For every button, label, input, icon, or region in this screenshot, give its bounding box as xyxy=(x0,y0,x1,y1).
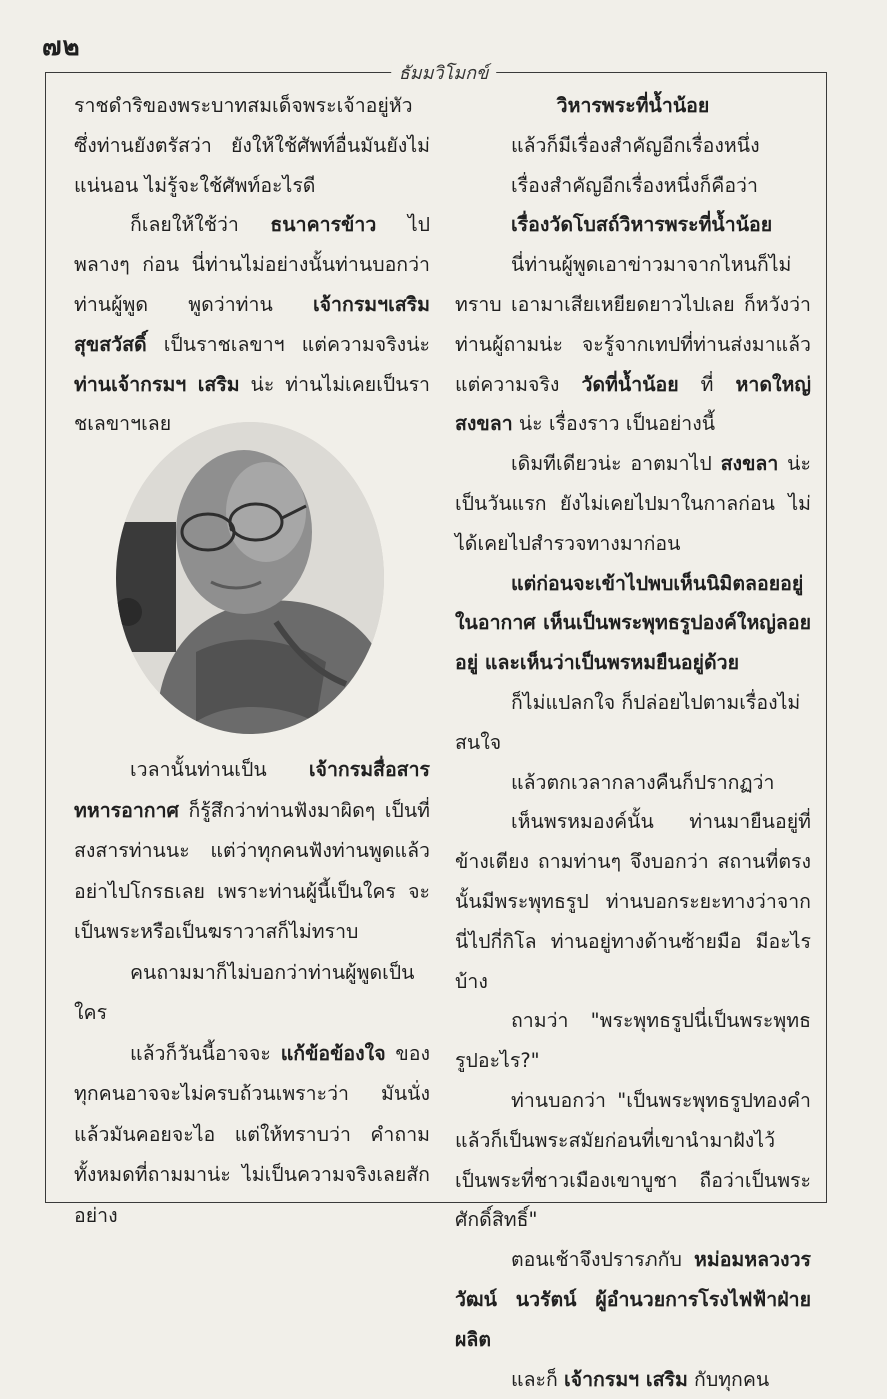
paragraph: คนถามมาก็ไม่บอกว่าท่านผู้พูดเป็นใคร xyxy=(74,953,430,1034)
right-column xyxy=(455,86,811,1399)
paragraph xyxy=(455,564,811,683)
bold-text: ท่านเจ้ากรมฯ เสริม xyxy=(74,373,240,396)
paragraph xyxy=(455,1360,811,1399)
bold-text: หม่อมหลวงวรวัฒน์ นวรัตน์ ผู้อำนวยการโรงไฟฟ้าฝ่ายผลิต xyxy=(455,1248,811,1351)
text-run: ไปพลางๆ ก่อน นี่ท่านไม่อย่างนั้นท่านบอกว่า ท่านผู้พูด พูดว่าท่าน xyxy=(74,213,430,316)
paragraph: ถามว่า "พระพุทธรูปนี่เป็นพระพุทธรูปอะไร?" xyxy=(455,1001,811,1081)
paragraph xyxy=(74,1034,430,1237)
left-column-top xyxy=(74,86,430,444)
bold-text: แก้ข้อข้องใจ xyxy=(281,1042,386,1065)
text-run: น่ะ เป็นวันแรก ยังไม่เคยไปมาในกาลก่อน ไม่ได้เคยไปสำรวจทางมาก่อน xyxy=(455,452,811,555)
text-run: น่ะ ท่านไม่เคยเป็นราชเลขาฯเลย xyxy=(74,373,430,436)
text-run: ของทุกคนอาจจะไม่ครบถ้วนเพราะว่า มันนั่งแล้วมันคอยจะไอ แต่ให้ทราบว่า คำถามทั้งหมดที่ถามมาน่ะ ไม่เป็นความจริงเลยสักอย่าง xyxy=(74,1042,430,1227)
bold-text: หาดใหญ่ สงขลา xyxy=(455,373,811,436)
paragraph xyxy=(74,750,430,953)
paragraph xyxy=(74,205,430,444)
text-run: กับทุกคน xyxy=(688,1368,769,1391)
text-run: นี่ท่านผู้พูดเอาข่าวมาจากไหนก็ไม่ทราบ เอามาเสียเหยียดยาวไปเลย ก็หวังว่าท่านผู้ถามน่ะ จะรู้จากเทปที่ท่านส่งมาแล้ว แต่ความจริง xyxy=(455,253,811,395)
left-column-bottom xyxy=(74,750,430,1236)
paragraph: ท่านบอกว่า "เป็นพระพุทธรูปทองคำ แล้วก็เป็นพระสมัยก่อนที่เขานำมาฝังไว้ เป็นพระที่ชาวเมืองเขาบูชา ถือว่าเป็นพระศักดิ์สิทธิ์" xyxy=(455,1081,811,1240)
text-run: แล้วก็วันนี้อาจจะ xyxy=(130,1042,281,1065)
bold-text: แต่ก่อนจะเข้าไปพบเห็นนิมิตลอยอยู่ในอากาศ เห็นเป็นพระพุทธรูปองค์ใหญ่ลอยอยู่ และเห็นว่าเป็นพรหมยืนอยู่ด้วย xyxy=(455,572,811,675)
bold-text: เจ้ากรมสื่อสารทหารอากาศ xyxy=(74,758,430,822)
text-run: ตอนเช้าจึงปรารภกับ xyxy=(511,1248,694,1271)
page-number: ๗๒ xyxy=(42,26,81,67)
text-run: ก็รู้สึกว่าท่านฟังมาผิดๆ เป็นที่สงสารท่านนะ แต่ว่าทุกคนฟังท่านพูดแล้วอย่าไปโกรธเลย เพราะท่านผู้นี้เป็นใคร จะเป็นพระหรือเป็นฆราวาสก็ไม่ทราบ xyxy=(74,799,430,944)
paragraph: แล้วก็มีเรื่องสำคัญอีกเรื่องหนึ่ง xyxy=(455,126,811,166)
text-run: และก็ xyxy=(511,1368,564,1391)
text-run: ที่ xyxy=(679,373,736,396)
text-run: เดิมทีเดียวน่ะ อาตมาไป xyxy=(511,452,721,475)
bold-text: เรื่องวัดโบสถ์วิหารพระที่น้ำน้อย xyxy=(511,213,772,236)
section-heading xyxy=(455,86,811,126)
bold-text: สงขลา xyxy=(721,452,779,475)
paragraph: เรื่องสำคัญอีกเรื่องหนึ่งก็คือว่า xyxy=(455,166,811,206)
heading-text: วิหารพระที่น้ำน้อย xyxy=(557,94,710,117)
text-run: เป็นราชเลขาฯ แต่ความจริงน่ะ xyxy=(147,333,430,356)
text-run: เวลานั้นท่านเป็น xyxy=(130,758,309,781)
text-run: น่ะ เรื่องราว เป็นอย่างนี้ xyxy=(513,412,715,435)
paragraph: ราชดำริของพระบาทสมเด็จพระเจ้าอยู่หัว ซึ่งท่านยังตรัสว่า ยังให้ใช้ศัพท์อื่นมันยังไม่แน่นอน ไม่รู้จะใช้ศัพท์อะไรดี xyxy=(74,86,430,205)
bold-text: เจ้ากรมฯเสริม สุขสวัสดิ์ xyxy=(74,293,430,356)
paragraph: ก็ไม่แปลกใจ ก็ปล่อยไปตามเรื่องไม่สนใจ xyxy=(455,683,811,763)
paragraph xyxy=(455,1240,811,1359)
monk-portrait-photo xyxy=(116,422,384,734)
text-run: ก็เลยให้ใช้ว่า xyxy=(130,213,270,236)
paragraph: แล้วตกเวลากลางคืนก็ปรากฏว่า xyxy=(455,763,811,803)
paragraph xyxy=(455,245,811,444)
bold-text: วัดที่น้ำน้อย xyxy=(581,373,678,396)
bold-text: เจ้ากรมฯ เสริม xyxy=(564,1368,688,1391)
paragraph xyxy=(455,205,811,245)
paragraph: เห็นพรหมองค์นั้น ท่านมายืนอยู่ที่ข้างเตียง ถามท่านๆ จึงบอกว่า สถานที่ตรงนั้นมีพระพุทธรูป ท่านบอกระยะทางว่าจากนี่ไปกี่กิโล ท่านอยู่ทางด้านซ้ายมือ มีอะไรบ้าง xyxy=(455,802,811,1001)
bold-text: ธนาคารข้าว xyxy=(270,213,376,236)
running-head: ธัมมวิโมกข์ xyxy=(391,58,497,87)
paragraph xyxy=(455,444,811,563)
